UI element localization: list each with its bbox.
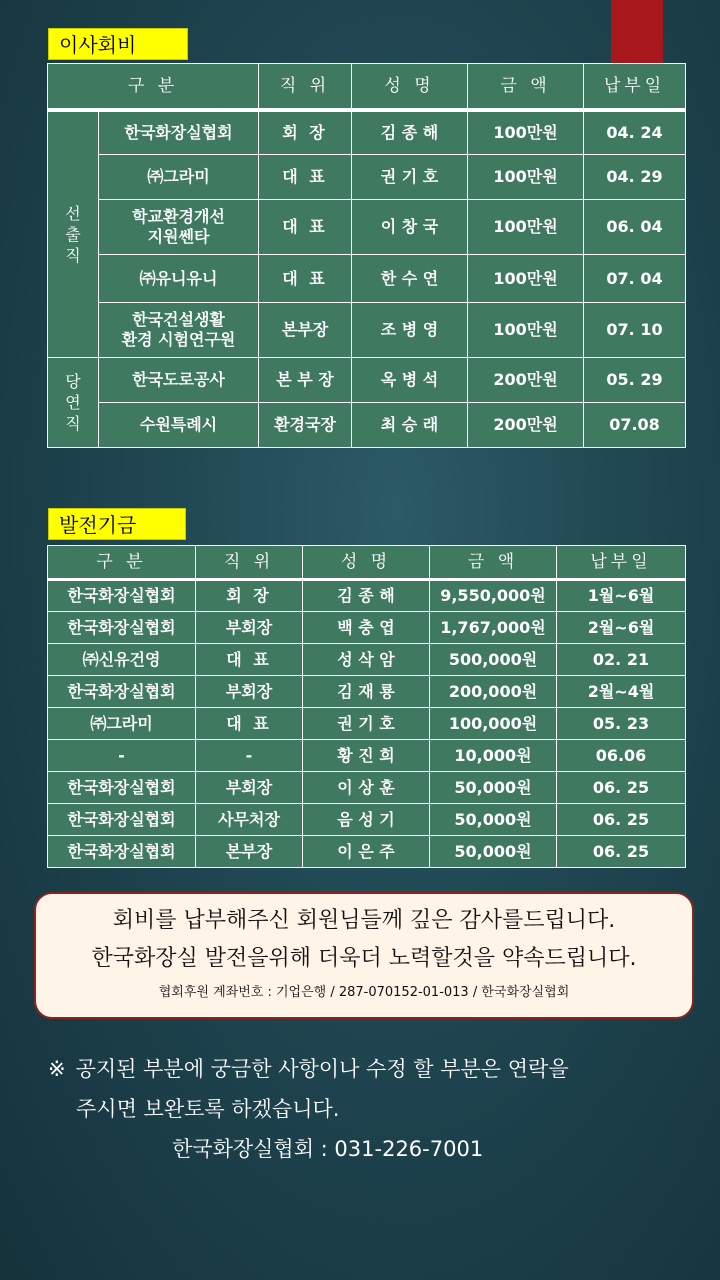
cell-amount: 100만원	[468, 200, 584, 255]
cell-date: 06. 25	[557, 772, 686, 804]
development-fund-table	[47, 545, 686, 868]
cell-org: 한국화장실협회	[48, 772, 196, 804]
table-row	[48, 836, 686, 868]
cell-position: -	[196, 740, 303, 772]
cell-name: 이 창 국	[352, 200, 468, 255]
cell-org-line1: 학교환경개선	[132, 207, 225, 226]
cell-date: 06. 25	[557, 836, 686, 868]
cell-org	[99, 303, 259, 358]
cell-name: 백 충 엽	[303, 612, 430, 644]
cell-amount: 10,000원	[430, 740, 557, 772]
col-header-category: 구 분	[48, 546, 196, 580]
notice-line-1: 회비를 납부해주신 회원님들께 깊은 감사를드립니다.	[112, 908, 616, 933]
cell-amount: 200만원	[468, 403, 584, 448]
cell-name: 성 삭 암	[303, 644, 430, 676]
cell-amount: 9,550,000원	[430, 580, 557, 612]
group-label-elected: 선 출 직	[48, 110, 99, 358]
table-row	[48, 676, 686, 708]
footer-line-1	[48, 1052, 688, 1086]
cell-position: 본부장	[259, 303, 352, 358]
table-header-row	[48, 64, 686, 110]
cell-amount: 200만원	[468, 358, 584, 403]
cell-date: 06.06	[557, 740, 686, 772]
cell-amount: 100만원	[468, 255, 584, 303]
cell-org: ㈜유니유니	[99, 255, 259, 303]
thank-you-notice	[34, 892, 694, 1019]
table-row	[48, 580, 686, 612]
table-row	[48, 358, 686, 403]
table-header-row	[48, 546, 686, 580]
cell-date: 05. 23	[557, 708, 686, 740]
cell-date: 07.08	[584, 403, 686, 448]
cell-date: 05. 29	[584, 358, 686, 403]
cell-position: 부회장	[196, 772, 303, 804]
cell-org	[99, 200, 259, 255]
cell-date: 04. 24	[584, 110, 686, 155]
cell-position: 대 표	[259, 155, 352, 200]
cell-name: 조 병 영	[352, 303, 468, 358]
cell-date: 07. 04	[584, 255, 686, 303]
cell-position: 부회장	[196, 676, 303, 708]
cell-amount: 50,000원	[430, 836, 557, 868]
cell-position: 환경국장	[259, 403, 352, 448]
cell-org: 한국화장실협회	[48, 612, 196, 644]
cell-org: ㈜신유건영	[48, 644, 196, 676]
col-header-name: 성 명	[303, 546, 430, 580]
cell-date: 1월~6월	[557, 580, 686, 612]
col-header-date: 납부일	[584, 64, 686, 110]
cell-position: 본부장	[196, 836, 303, 868]
cell-date: 2월~4월	[557, 676, 686, 708]
cell-position: 대 표	[259, 255, 352, 303]
cell-org: 한국화장실협회	[48, 580, 196, 612]
cell-name: 권 기 호	[352, 155, 468, 200]
footer-line-2: 주시면 보완토록 하겠습니다.	[76, 1097, 340, 1121]
col-header-amount: 금 액	[468, 64, 584, 110]
cell-position: 대 표	[196, 708, 303, 740]
table-row	[48, 155, 686, 200]
cell-name: 김 종 해	[303, 580, 430, 612]
cell-position: 사무처장	[196, 804, 303, 836]
cell-org: 한국화장실협회	[48, 836, 196, 868]
cell-name: 한 수 연	[352, 255, 468, 303]
cell-name: 황 진 희	[303, 740, 430, 772]
notice-line-2: 한국화장실 발전을위해 더욱더 노력할것을 약속드립니다.	[91, 946, 637, 971]
cell-name: 옥 병 석	[352, 358, 468, 403]
col-header-category: 구 분	[48, 64, 259, 110]
cell-org: 한국화장실협회	[48, 804, 196, 836]
cell-amount: 1,767,000원	[430, 612, 557, 644]
cell-org: 한국화장실협회	[48, 676, 196, 708]
cell-position: 본 부 장	[259, 358, 352, 403]
cell-position: 대 표	[196, 644, 303, 676]
cell-amount: 50,000원	[430, 772, 557, 804]
cell-amount: 200,000원	[430, 676, 557, 708]
cell-name: 음 성 기	[303, 804, 430, 836]
col-header-position: 직 위	[259, 64, 352, 110]
cell-org: -	[48, 740, 196, 772]
cell-name: 이 상 훈	[303, 772, 430, 804]
cell-amount: 100,000원	[430, 708, 557, 740]
bank-account-info: 협회후원 계좌번호 : 기업은행 / 287-070152-01-013 / 한국화장실협회	[158, 985, 570, 1000]
col-header-date: 납부일	[557, 546, 686, 580]
cell-name: 이 은 주	[303, 836, 430, 868]
cell-date: 06. 04	[584, 200, 686, 255]
table-row	[48, 200, 686, 255]
col-header-amount: 금 액	[430, 546, 557, 580]
cell-date: 06. 25	[557, 804, 686, 836]
section-label-board-fee: 이사회비	[48, 28, 188, 60]
cell-org-line2: 환경 시험연구원	[121, 330, 236, 349]
cell-amount: 500,000원	[430, 644, 557, 676]
cell-amount: 100만원	[468, 110, 584, 155]
footer-contact: 한국화장실협회 : 031-226-7001	[172, 1137, 484, 1161]
cell-date: 04. 29	[584, 155, 686, 200]
table-row	[48, 612, 686, 644]
table-row	[48, 772, 686, 804]
cell-position: 대 표	[259, 200, 352, 255]
table-row	[48, 303, 686, 358]
decorative-red-bar	[611, 0, 663, 64]
cell-name: 권 기 호	[303, 708, 430, 740]
cell-date: 07. 10	[584, 303, 686, 358]
footer-text-1: 공지된 부분에 궁금한 사항이나 수정 할 부분은 연락을	[75, 1057, 569, 1081]
table-row	[48, 708, 686, 740]
cell-org-line1: 한국건설생활	[132, 310, 225, 329]
cell-name: 최 승 래	[352, 403, 468, 448]
cell-date: 2월~6월	[557, 612, 686, 644]
col-header-name: 성 명	[352, 64, 468, 110]
cell-name: 김 종 해	[352, 110, 468, 155]
col-header-position: 직 위	[196, 546, 303, 580]
cell-date: 02. 21	[557, 644, 686, 676]
section-label-development-fund: 발전기금	[48, 508, 186, 540]
cell-position: 회 장	[259, 110, 352, 155]
cell-amount: 100만원	[468, 303, 584, 358]
board-fee-table	[47, 63, 686, 448]
cell-org: ㈜그라미	[48, 708, 196, 740]
cell-org: 한국도로공사	[99, 358, 259, 403]
reference-mark-icon: ※	[48, 1057, 66, 1081]
table-row	[48, 403, 686, 448]
cell-org: 한국화장실협회	[99, 110, 259, 155]
cell-org: ㈜그라미	[99, 155, 259, 200]
table-row	[48, 740, 686, 772]
cell-org-line2: 지원쎈타	[147, 227, 210, 246]
table-row	[48, 110, 686, 155]
group-label-exofficio: 당 연 직	[48, 358, 99, 448]
cell-position: 회 장	[196, 580, 303, 612]
table-row	[48, 255, 686, 303]
table-row	[48, 804, 686, 836]
cell-amount: 50,000원	[430, 804, 557, 836]
contact-footer	[48, 1052, 688, 1166]
cell-name: 김 재 룡	[303, 676, 430, 708]
cell-amount: 100만원	[468, 155, 584, 200]
table-row	[48, 644, 686, 676]
cell-position: 부회장	[196, 612, 303, 644]
cell-org: 수원특례시	[99, 403, 259, 448]
